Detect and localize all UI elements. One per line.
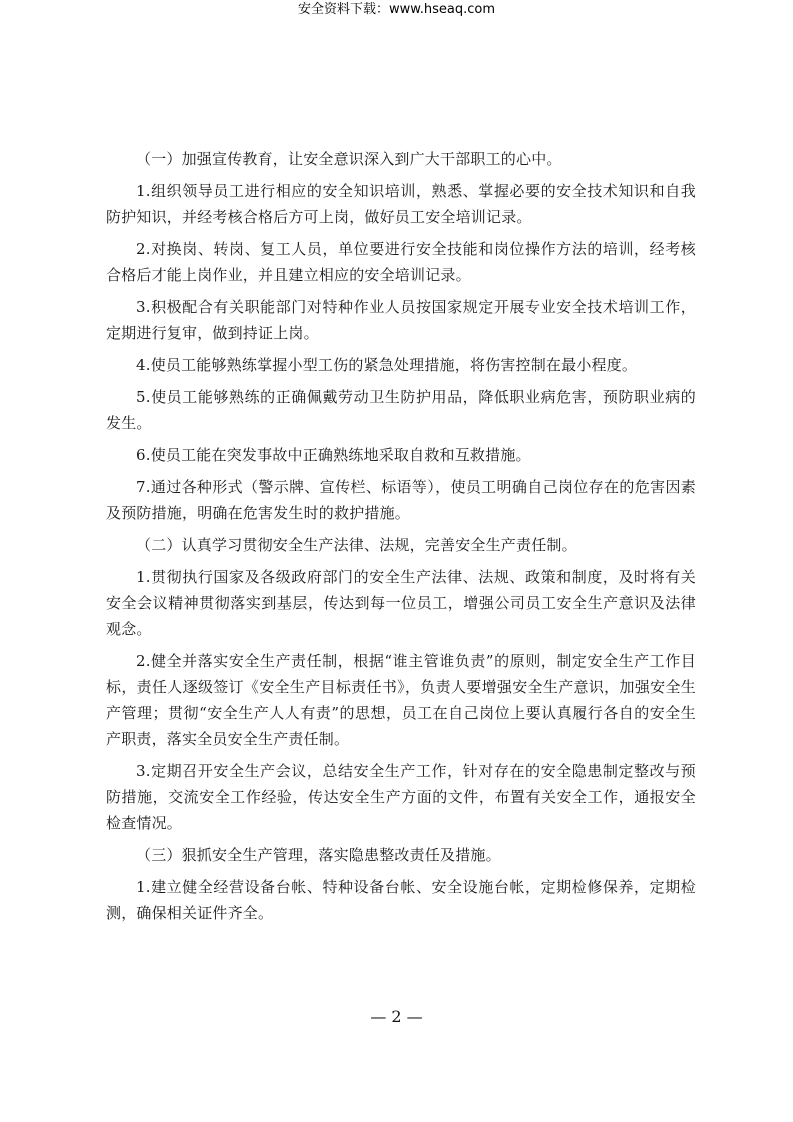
document-body xyxy=(106,146,696,930)
paragraph-1-5: 5.使员工能够熟练的正确佩戴劳动卫生防护用品，降低职业病危害，预防职业病的发生。 xyxy=(106,388,696,432)
paragraph-2-3: 3.定期召开安全生产会议，总结安全生产工作，针对存在的安全隐患制定整改与预防措施，交流安全工作经验，传达安全生产方面的文件，布置有关安全工作，通报安全检查情况。 xyxy=(106,762,696,832)
paragraph-1-1: 1.组织领导员工进行相应的安全知识培训，熟悉、掌握必要的安全技术知识和自我防护知识，并经考核合格后方可上岗，做好员工安全培训记录。 xyxy=(106,182,696,226)
paragraph-2-2: 2.健全并落实安全生产责任制，根据“谁主管谁负责”的原则，制定安全生产工作目标，责任人逐级签订《安全生产目标责任书》，负责人要增强安全生产意识，加强安全生产管理；贯彻“安全生产人人有责”的思想，员工在自己岗位上要认真履行各自的安全生产职责，落实全员安全生产责任制。 xyxy=(106,652,696,748)
paragraph-1-3: 3.积极配合有关职能部门对特种作业人员按国家规定开展专业安全技术培训工作，定期进行复审，做到持证上岗。 xyxy=(106,298,696,342)
paragraph-2-1: 1.贯彻执行国家及各级政府部门的安全生产法律、法规、政策和制度，及时将有关安全会议精神贯彻落实到基层，传达到每一位员工，增强公司员工安全生产意识及法律观念。 xyxy=(106,568,696,638)
paragraph-3-1: 1.建立健全经营设备台帐、特种设备台帐、安全设施台帐，定期检修保养，定期检测，确保相关证件齐全。 xyxy=(106,878,696,922)
paragraph-1-6: 6.使员工能在突发事故中正确熟练地采取自救和互救措施。 xyxy=(136,446,531,464)
paragraph-1-4: 4.使员工能够熟练掌握小型工伤的紧急处理措施，将伤害控制在最小程度。 xyxy=(136,356,638,374)
section-heading-2: （二）认真学习贯彻安全生产法律、法规，完善安全生产责任制。 xyxy=(136,536,577,554)
site-header-label: 安全资料下载：www.hseaq.com xyxy=(298,2,495,17)
section-heading-3: （三）狠抓安全生产管理，落实隐患整改责任及措施。 xyxy=(136,846,501,864)
paragraph-1-2: 2.对换岗、转岗、复工人员，单位要进行安全技能和岗位操作方法的培训，经考核合格后才能上岗作业，并且建立相应的安全培训记录。 xyxy=(106,240,696,284)
section-heading-1: （一）加强宣传教育，让安全意识深入到广大干部职工的心中。 xyxy=(136,150,562,168)
paragraph-1-7: 7.通过各种形式（警示牌、宣传栏、标语等），使员工明确自己岗位存在的危害因素及预防措施，明确在危害发生时的救护措施。 xyxy=(106,478,696,522)
page-number: — 2 — xyxy=(370,1007,423,1026)
